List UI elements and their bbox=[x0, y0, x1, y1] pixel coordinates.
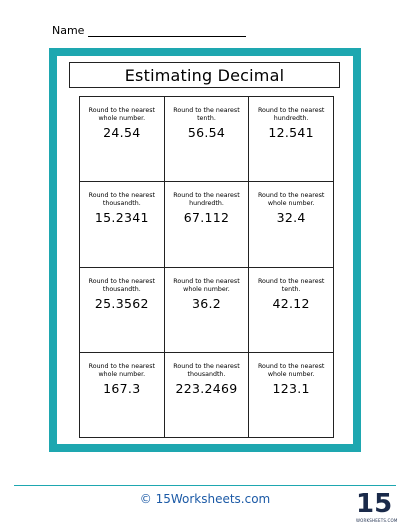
problem-value: 32.4 bbox=[276, 210, 306, 226]
footer-divider bbox=[14, 485, 396, 486]
problem-value: 24.54 bbox=[103, 125, 141, 140]
problem-instruction: Round to the nearest thousandth. bbox=[173, 362, 240, 378]
worksheet-inner bbox=[57, 56, 353, 444]
problem-instruction: Round to the nearest thousandth. bbox=[88, 277, 156, 293]
problem-instruction: Round to the nearest whole number. bbox=[88, 107, 156, 122]
name-underline[interactable] bbox=[88, 24, 246, 37]
problem-cell bbox=[249, 353, 334, 438]
name-field[interactable] bbox=[52, 24, 246, 37]
problem-value: 25.3562 bbox=[94, 295, 149, 311]
worksheet-title: Estimating Decimal bbox=[69, 62, 340, 88]
problem-cell bbox=[80, 182, 165, 267]
problem-instruction: Round to the nearest hundredth. bbox=[257, 107, 325, 122]
problem-value: 67.112 bbox=[183, 210, 230, 226]
problem-instruction: Round to the nearest whole number. bbox=[173, 277, 240, 293]
problem-value: 15.2341 bbox=[94, 210, 149, 226]
worksheet-frame bbox=[49, 48, 361, 452]
problem-cell bbox=[80, 268, 165, 353]
name-label: Name bbox=[52, 24, 85, 37]
problem-grid bbox=[79, 96, 334, 438]
problem-cell bbox=[249, 268, 334, 353]
problem-value: 36.2 bbox=[191, 295, 222, 311]
problem-instruction: Round to the nearest hundredth. bbox=[173, 192, 240, 208]
problem-cell bbox=[165, 97, 250, 182]
problem-cell bbox=[165, 182, 250, 267]
problem-instruction: Round to the nearest tenth. bbox=[173, 107, 240, 122]
problem-instruction: Round to the nearest whole number. bbox=[257, 362, 325, 378]
problem-instruction: Round to the nearest whole number. bbox=[257, 192, 325, 208]
problem-cell bbox=[165, 353, 250, 438]
problem-value: 223.2469 bbox=[175, 380, 238, 396]
problem-cell bbox=[249, 97, 334, 182]
problem-value: 42.12 bbox=[272, 295, 310, 311]
problem-instruction: Round to the nearest tenth. bbox=[257, 277, 325, 293]
logo-number: 15 bbox=[356, 489, 393, 519]
footer-copyright-link[interactable]: © 15Worksheets.com bbox=[139, 492, 271, 506]
problem-cell bbox=[80, 97, 165, 182]
problem-value: 123.1 bbox=[272, 380, 310, 396]
problem-cell bbox=[249, 182, 334, 267]
problem-instruction: Round to the nearest whole number. bbox=[88, 362, 156, 378]
problem-value: 12.541 bbox=[268, 125, 314, 140]
logo-text: WORKSHEETS.COM bbox=[356, 518, 398, 523]
site-logo bbox=[356, 489, 398, 523]
problem-value: 56.54 bbox=[187, 125, 226, 140]
problem-value: 167.3 bbox=[103, 380, 141, 396]
problem-instruction: Round to the nearest thousandth. bbox=[88, 192, 156, 208]
problem-cell bbox=[80, 353, 165, 438]
problem-cell bbox=[165, 268, 250, 353]
